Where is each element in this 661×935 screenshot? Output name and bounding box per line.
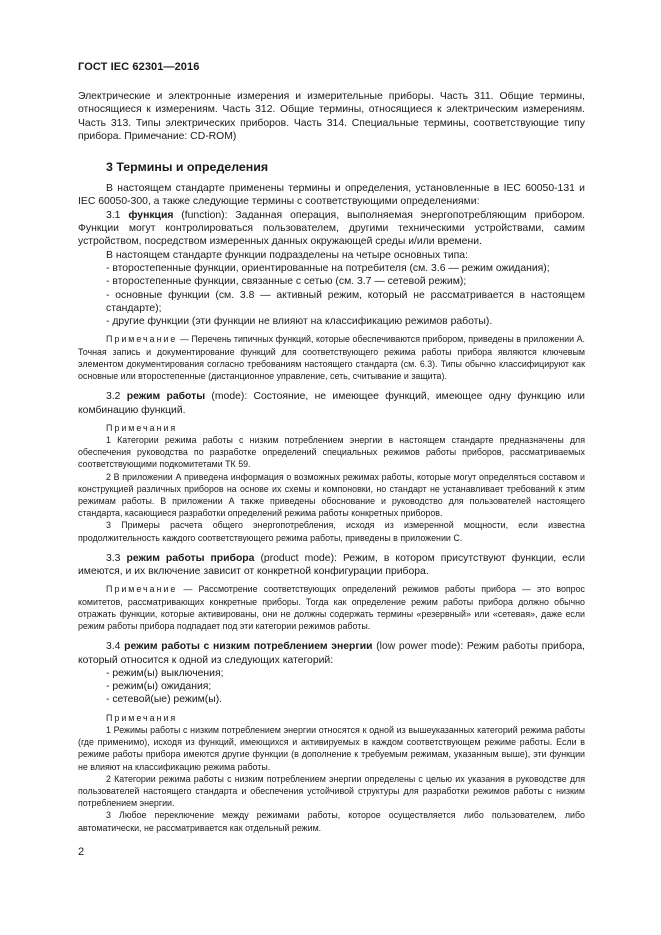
document-header: ГОСТ IEC 62301—2016 xyxy=(78,61,200,73)
section-title: 3 Термины и определения xyxy=(106,160,269,175)
list-item: - сетевой(ые) режим(ы). xyxy=(106,694,223,706)
note-text: — Перечень типичных функций, которые обеспечиваются прибором, приведены в приложении А. Точная запись и документирование функций для соответствующего режима работы прибора являются ключевым элементом документирования согласно требованиям настоящего стандарта (см. 6.3). Типы обычно классифицируют как основные или второстепенные (дистанционное управление, сеть, считывание и защита). xyxy=(78,334,585,382)
note-3-3 xyxy=(78,583,585,632)
note-item: 2 В приложении А приведена информация о возможных режимах работы, которые могут определяться составом и конструкцией различных приборов на основе их схемы и компоновки, но стандарт не устанавливает требований к этим режимам работы. В приложении А также приведены обоснование и руководство для пользователей настоящего стандарта, касающиеся разработки определений режима работы конкретных приборов. xyxy=(78,471,585,519)
page-number: 2 xyxy=(78,846,85,858)
list-item: - режим(ы) ожидания; xyxy=(106,681,212,693)
notes-label: Примечания xyxy=(106,422,178,433)
term-name: функция xyxy=(128,209,174,221)
note-label: Примечание xyxy=(106,334,178,345)
term-number: 3.3 xyxy=(106,552,127,564)
term-number: 3.4 xyxy=(106,641,125,653)
term-name: режим работы с низким потреблением энергии xyxy=(124,641,373,653)
note-item: 2 Категории режима работы с низким потреблением энергии определены с целью их указания в руководстве для пользователей настоящего стандарта и обеспечения устойчивой структуры для разработки режимов работы с низким потреблением энергии. xyxy=(78,773,585,809)
term-definition: (mode): Состояние, не имеющее функций, имеющее одну функцию или комбинацию функций. xyxy=(78,391,585,416)
term-definition: (product mode): Режим, в котором присутствуют функции, если имеются, и их включение зависит от конкретной конфигурации прибора. xyxy=(78,552,585,578)
section-intro: В настоящем стандарте применены термины и определения, установленные в IEC 60050-131 и IEC 60050-300, а также следующие термины с соответствующими определениями: xyxy=(78,183,585,208)
term-3-1 xyxy=(78,209,585,249)
term-number: 3.2 xyxy=(106,391,127,403)
term-number: 3.1 xyxy=(106,209,129,221)
list-item: - второстепенные функции, ориентированные на потребителя (см. 3.6 — режим ожидания); xyxy=(106,262,550,274)
term-3-4 xyxy=(78,640,585,667)
list-item: - другие функции (эти функции не влияют на классификацию режимов работы). xyxy=(106,316,493,328)
note-text: — Рассмотрение соответствующих определений режимов работы прибора — это вопрос комитетов, рассматривающих конкретные приборы. Тогда как определение режим работы прибора должно обычно отражать функции, которые активированы, они не должны содержать термины «резервный» или «сетевая», даже если режим работы прибора подпадает под эти категории режимов работы. xyxy=(78,584,585,632)
term-definition: (low power mode): Режим работы прибора, который относится к одной из следующих категорий: xyxy=(78,641,585,666)
notes-label: Примечания xyxy=(106,712,178,723)
list-item: - основные функции (см. 3.8 — активный режим, который не рассматривается в настоящем стандарте); xyxy=(106,289,585,314)
document-body xyxy=(78,90,585,834)
note-label: Примечание xyxy=(106,584,178,595)
term-definition: (function): Заданная операция, выполняемая энергопотребляющим прибором. Функции могут контролироваться пользователем, другими техническими устройствами, самим устройством, посредством измеренных данных окружающей среды и/или времени. xyxy=(78,209,585,248)
term-3-2 xyxy=(78,390,585,417)
intro-paragraph: Электрические и электронные измерения и измерительные приборы. Часть 311. Общие термины, относящиеся к измерениям. Часть 312. Общие термины, относящиеся к электрическим измерениям. Часть 313. Типы электрических приборов. Часть 314. Специальные термины, соответствующие типу прибора. Примечание: CD-ROM) xyxy=(78,91,585,142)
list-item: - второстепенные функции, связанные с сетью (см. 3.7 — сетевой режим); xyxy=(106,276,467,288)
term-3-3 xyxy=(78,552,585,579)
note-item: 1 Категории режима работы с низким потреблением энергии в настоящем стандарте предназначены для обеспечения руководства по разработке определений специальных режимов работы приборов, рассматриваемых соответствующими подкомитетами ТК 59. xyxy=(78,435,585,470)
term-name: режим работы xyxy=(126,391,206,403)
types-intro: В настоящем стандарте функции подразделены на четыре основных типа: xyxy=(106,249,468,261)
note-item: 1 Режимы работы с низким потреблением энергии относятся к одной из вышеуказанных категорий режима работы (где применимо), исходя из функций, имеющихся и активируемых в каждом соответствующем режиме работы. Если в режиме работы прибора имеются другие функции (в дополнение к требуемым режимам, указанным выше), эти функции не влияют на классификацию режима работы. xyxy=(78,724,585,772)
list-item: - режим(ы) выключения; xyxy=(106,667,224,679)
note-3-1 xyxy=(78,333,585,382)
term-name: режим работы прибора xyxy=(126,552,255,564)
note-item: 3 Любое переключение между режимами работы, которое осуществляется либо пользователем, либо автоматически, не рассматривается как отдельный режим. xyxy=(78,810,585,833)
note-item: 3 Примеры расчета общего энергопотребления, исходя из измеренной мощности, если известна продолжительность каждого соответствующего режима работы, приведены в приложении С. xyxy=(78,520,585,543)
